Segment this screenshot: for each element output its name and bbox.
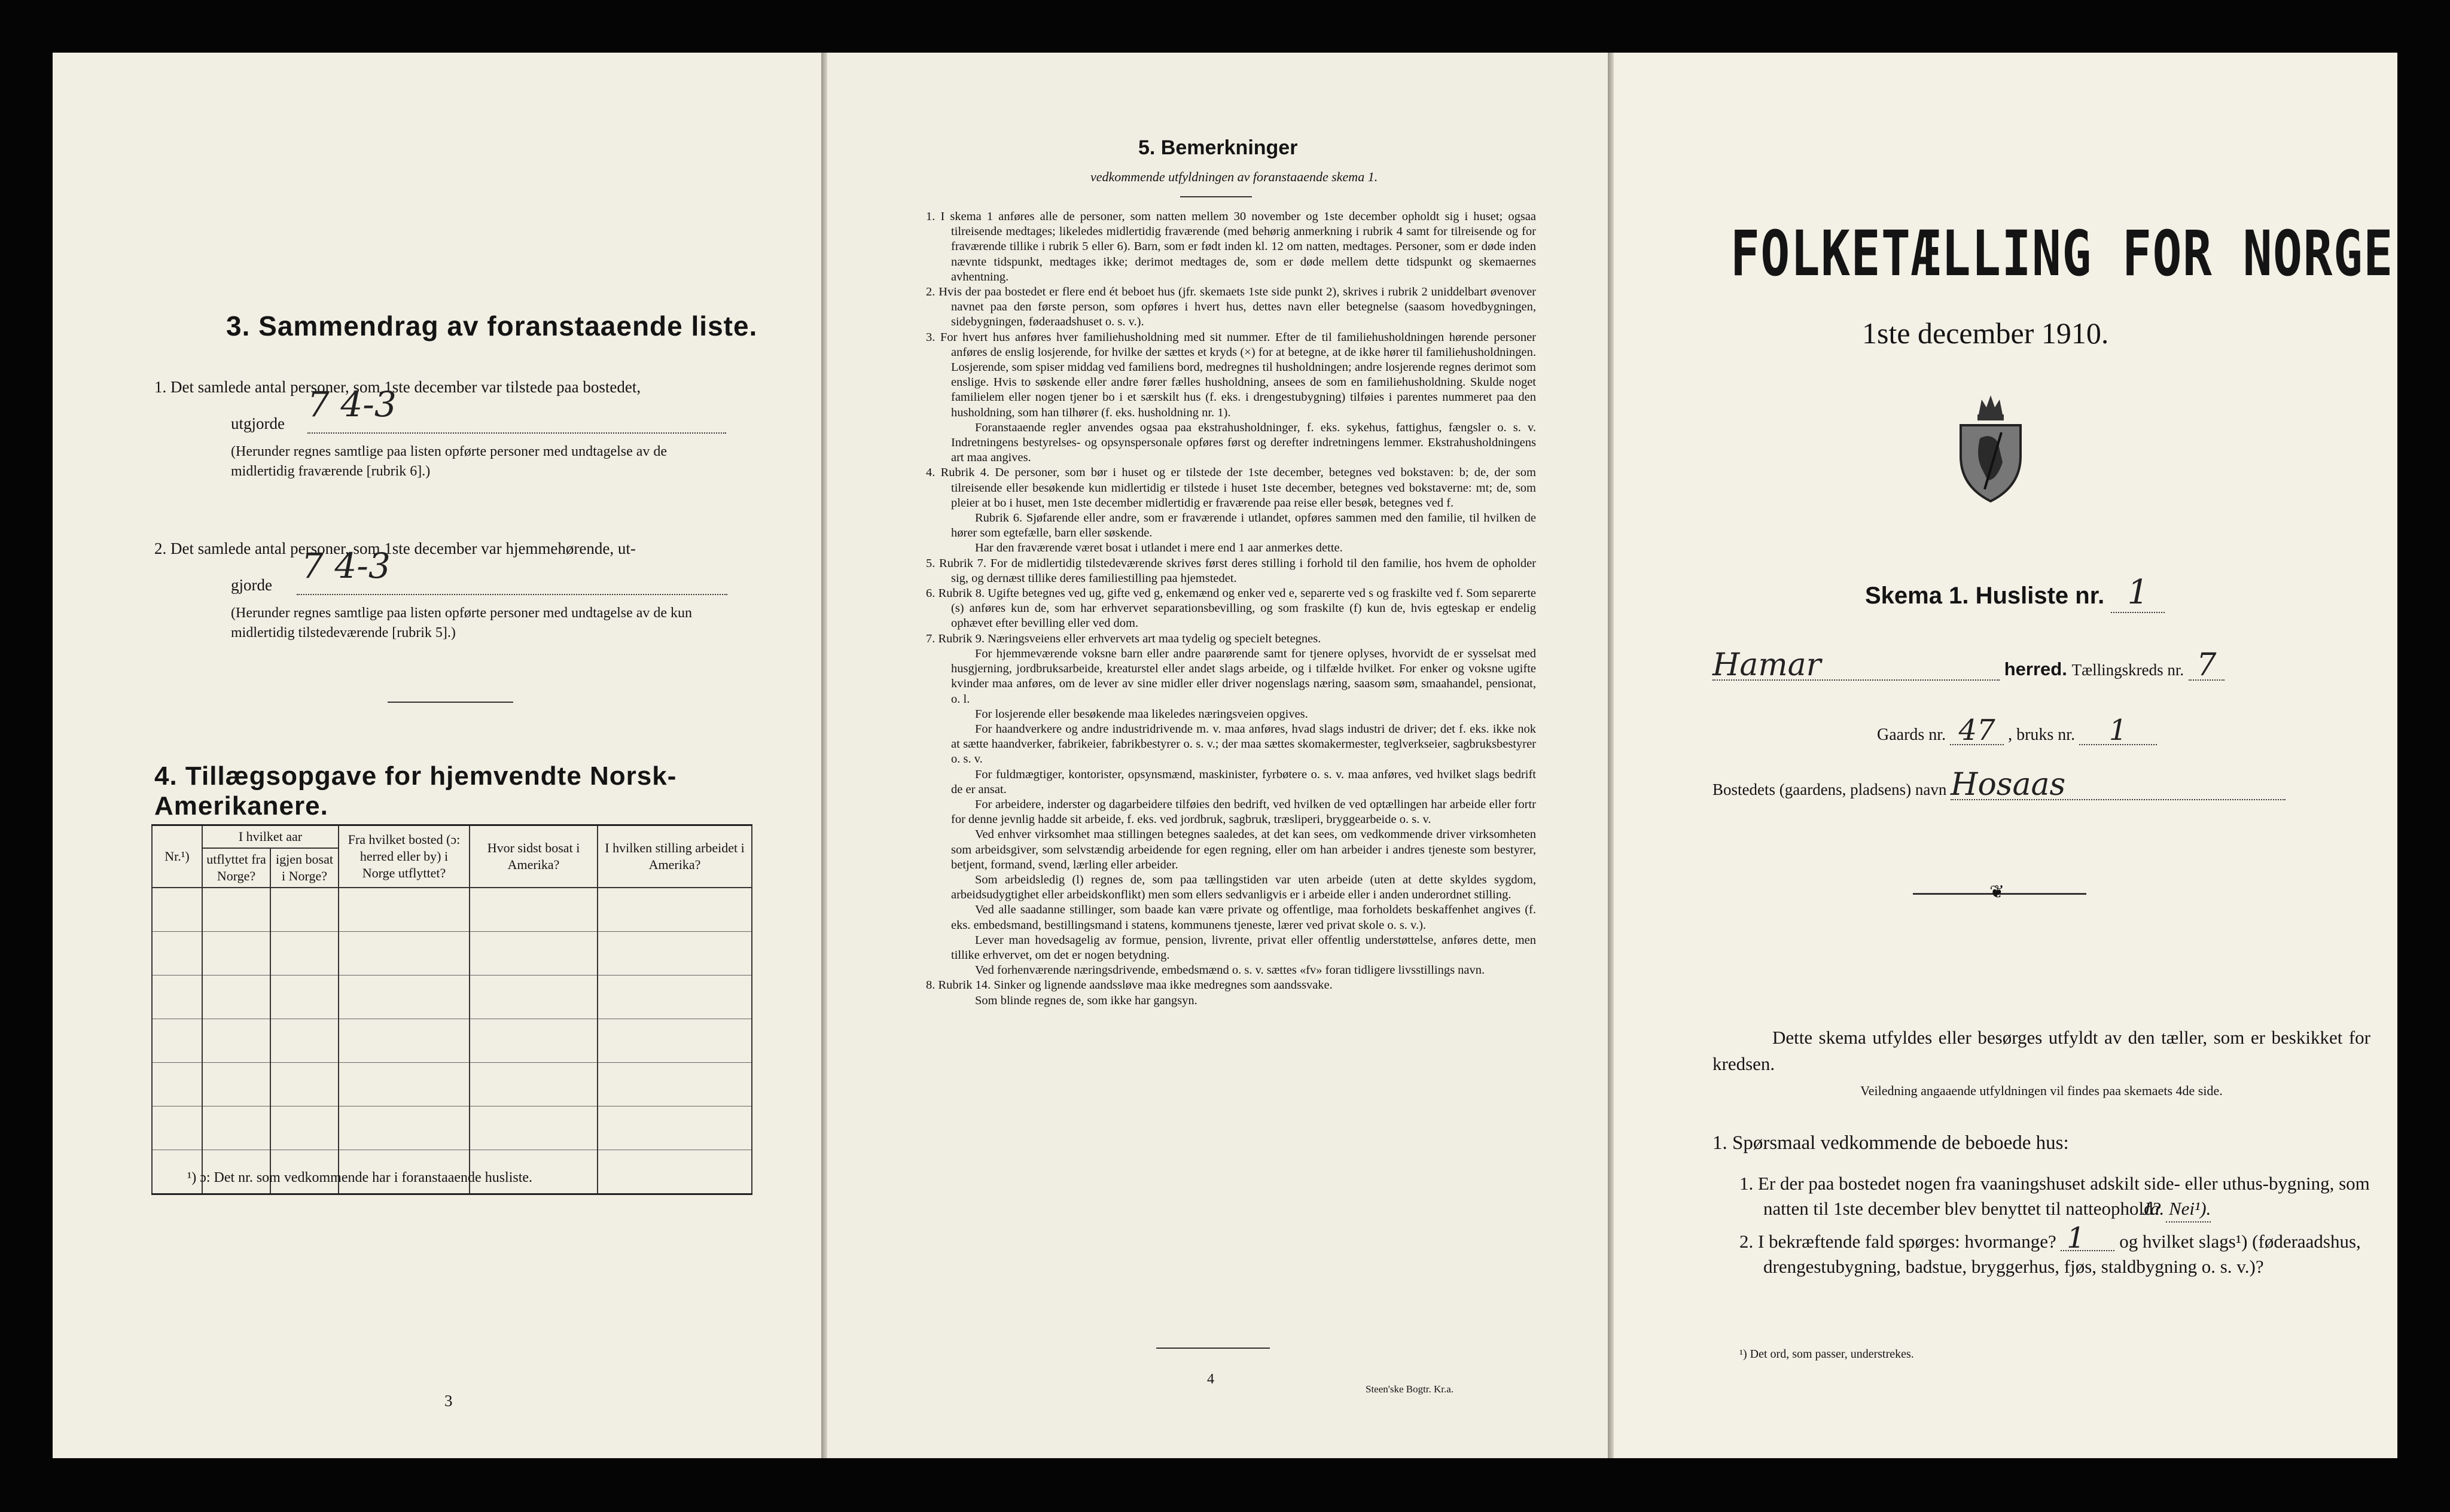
table-cell [598, 1106, 752, 1150]
skema-husliste [1865, 573, 2165, 613]
table-cell [470, 976, 598, 1019]
table-cell [598, 976, 752, 1019]
bemerkning-paragraph: 1. I skema 1 anføres alle de personer, som natten mellem 30 november og 1ste december opholdt sig i huset; ogsaa tilreisende medtages; likeledes midlertidig fraværende (med behørig anmerkning i rubrik 4 samt for tilreisende og for fraværende tillike i rubrik 5 eller 6). Barn, som er født inden kl. 12 om natten, medtages. Personer, som er døde inden nævnte tidspunkt, medtages ikke; derimot medtages de, som er døde mellem dette tidspunkt og skemaernes avhentning. [926, 210, 1536, 284]
bemerkninger-title: 5. Bemerkninger [1138, 136, 1298, 159]
section4-title: 4. Tillægsopgave for hjemvendte Norsk-Amerikanere. [154, 761, 677, 821]
bosted-label: Bostedets (gaardens, pladsens) navn [1712, 781, 1947, 798]
page-number-middle: 4 [1207, 1371, 1214, 1387]
item2-line [297, 594, 727, 595]
table-cell [202, 932, 270, 976]
table-cell [270, 1106, 339, 1150]
bosted-value: Hosaas [1951, 770, 2286, 800]
table-cell [339, 976, 470, 1019]
table-cell [339, 1063, 470, 1106]
page-right [1614, 53, 2397, 1458]
bemerkning-paragraph: 3. For hvert hus anføres hver familiehusholdning med sit nummer. Efter de til familiehusholdningen hørende personer anføres de enslig losjerende, for hvilke der sættes et kryds (×) for at betegne, at de ikke hører til familiehusholdningen. Losjerende, som spiser middag ved familiens bord, medregnes til husholdningen; andre losjerende regnes derimot som enslige. Hvis to søskende eller andre fører fælles husholdning, ansees de som en familiehusholdning. Skulde noget familielem eller nogen tjener bo i et særskilt hus (f. eks. i drengestubygning) tilføies i parentes nummeret paa den husholdning, som han tilhører (f. eks. husholdning nr. 1). [926, 330, 1536, 419]
norsk-amerikanere-table [151, 824, 752, 1195]
item2-lead: gjorde [231, 576, 272, 594]
page-fold [821, 53, 827, 1458]
husliste-number: 1 [2111, 573, 2165, 613]
questions [1739, 1171, 2379, 1279]
item1-note: (Herunder regnes samtlige paa listen opførte personer med undtagelse av de midlertidig fraværende [rubrik 6].) [231, 444, 668, 479]
table-cell [598, 1063, 752, 1106]
item2-handwritten: 7 4-3 [301, 545, 391, 586]
table-cell [152, 1106, 202, 1150]
bemerkninger-subtitle: vedkommende utfyldningen av foranstaaende skema 1. [1090, 169, 1378, 184]
gaards-label: Gaards nr. [1877, 725, 1946, 744]
divider [388, 702, 513, 703]
item2-note: (Herunder regnes samtlige paa listen opførte personer med undtagelse av de kun midlertidig tilstedeværende [rubrik 5].) [231, 605, 693, 641]
bemerkning-paragraph: Ved alle saadanne stillinger, som baade kan være private og offentlige, maa forholdets beskaffenhet angives (f. eks. embedsmand, bestillingsmand i statens, kommunens tjeneste, lærer ved privat skole o. s. v.). [951, 903, 1536, 932]
item1-line [307, 432, 726, 434]
table-cell [152, 932, 202, 976]
table-cell [270, 976, 339, 1019]
item1-text: 1. Det samlede antal personer, som 1ste december var tilstede paa bostedet, [154, 378, 641, 396]
kreds-label: Tællingskreds nr. [2071, 661, 2184, 679]
bemerkning-paragraph: Foranstaaende regler anvendes ogsaa paa ekstrahusholdninger, f. eks. sykehus, fattighus, fængsler o. s. v. Indretningens bestyrelses- og opsynspersonale opføres først og derefter indretningens lemmer. Ekstrahusholdningens art maa angives. [951, 420, 1536, 465]
page-fold-2 [1608, 53, 1614, 1458]
col-stilling: I hvilken stilling arbeidet i Amerika? [598, 825, 752, 888]
bemerkning-paragraph: For haandverkere og andre industridrivende m. v. maa anføres, hvad slags industri de driver; det f. eks. ikke nok at sætte haandverker, fabrikeier, fabrikbestyrer o. s. v.; der maa sættes skomakermester, teglverkseier, sagbruksbestyrer o. s. v. [951, 722, 1536, 766]
info-main: Dette skema utfyldes eller besørges utfyldt av den tæller, som er beskikket for kredsen. [1712, 1027, 2370, 1074]
table-cell [270, 1019, 339, 1063]
q1-text: 1. Er der paa bostedet nogen fra vaaningshuset adskilt side- eller uthus-bygning, som natten til 1ste december blev benyttet til natteophold? [1739, 1173, 2370, 1219]
right-footnote: ¹) Det ord, som passer, understrekes. [1739, 1348, 1914, 1361]
table-cell [202, 888, 270, 932]
herred-row [1712, 647, 2376, 684]
section4-footnote: ¹) ɔ: Det nr. som vedkommende har i foranstaaende husliste. [187, 1170, 533, 1185]
bemerkning-paragraph: Ved forhenværende næringsdrivende, embedsmænd o. s. v. sættes «fv» foran tidligere livsstillings navn. [975, 964, 1485, 977]
col-utflyttet: utflyttet fra Norge? [202, 848, 270, 888]
item1-handwritten: 7 4-3 [307, 384, 397, 425]
table-row [152, 1063, 752, 1106]
table-cell [152, 1063, 202, 1106]
bemerkning-paragraph: Som blinde regnes de, som ikke har gangsyn. [975, 993, 1197, 1007]
bemerkning-paragraph: For fuldmægtiger, kontorister, opsynsmænd, maskinister, fyrbøtere o. s. v. maa anføres, ved hvilket slags bedrift de er ansat. [951, 767, 1536, 796]
table-cell [598, 1019, 752, 1063]
q2-answer: 1 [2061, 1226, 2114, 1251]
question-2 [1739, 1221, 2379, 1279]
table-cell [270, 888, 339, 932]
herred-value: Hamar [1712, 651, 2000, 681]
skema-label: Skema 1. Husliste nr. [1865, 583, 2105, 609]
bemerkning-paragraph: Lever man hovedsagelig av formue, pension, livrente, privat eller offentlig understøttelse, anføres dette, men tillike erhvervet, om det er nogen betydning. [951, 933, 1536, 962]
bemerkning-paragraph: For hjemmeværende voksne barn eller andre paarørende samt for tjenere oplyses, hvorvidt de er sysselsat med husgjerning, jordbruksarbeide, kreaturstel eller andet slags arbeide, og i tilfælde hvilket. For enker og voksne ugifte kvinder maa anføres, om de lever av sine midler eller driver nogenslags næring, saasom søm, smaahandel, pensionat, o. l. [951, 647, 1536, 706]
gaards-row [1877, 714, 2157, 749]
bemerkning-paragraph: Ved enhver virksomhet maa stillingen betegnes saaledes, at det kan sees, om vedkommende driver virksomheten som arbeidsgiver, som selvstændig arbeidende for egen regning, eller om han arbeider i andres tjeneste som bestyrer, betjent, formand, svend, lærling eller arbeider. [951, 828, 1536, 871]
bemerkning-paragraph: 8. Rubrik 14. Sinker og lignende aandssløve maa ikke medregnes som aandssvake. [926, 978, 1333, 992]
gaards-value: 47 [1950, 717, 2004, 745]
table-row [152, 888, 752, 932]
census-date: 1ste december 1910. [1862, 316, 2109, 350]
subtitle-rule [1180, 196, 1252, 197]
bemerkning-paragraph: Som arbeidsledig (l) regnes de, som paa tællingstiden var uten arbeide (uten at dette skyldes sygdom, arbeidsudygtighet eller arbeidskonflikt) men som ellers sedvanligvis er i arbeide eller i anden underordnet stilling. [951, 873, 1536, 902]
q2-text: 2. I bekræftende fald spørges: hvormange? [1739, 1231, 2056, 1252]
item1-lead: utgjorde [231, 414, 285, 432]
item2-text: 2. Det samlede antal personer, som 1ste december var hjemmehørende, ut- [154, 539, 636, 557]
table-cell [202, 1019, 270, 1063]
info-text [1712, 1025, 2370, 1101]
main-title: FOLKETÆLLING FOR NORGE [1730, 217, 2394, 290]
table-cell [598, 888, 752, 932]
table-cell [339, 1019, 470, 1063]
table-row [152, 932, 752, 976]
table-cell [152, 1019, 202, 1063]
ornament-icon: ❦ [1989, 882, 2005, 902]
bemerkning-paragraph: 4. Rubrik 4. De personer, som bør i huset og er tilstede der 1ste december, betegnes ved bokstaven: b; de, der som tilreisende eller besøkende kun midlertidig er tilstede i huset 1ste december, betegnes ved bokstaverne: mt; de, som pleier at bo i huset, men 1ste december midlertidig er fraværende paa reise eller besøk, betegnes ved f. [926, 466, 1536, 510]
question-heading: 1. Spørsmaal vedkommende de beboede hus: [1712, 1132, 2069, 1154]
end-rule [1156, 1348, 1270, 1349]
bemerkning-paragraph: 5. Rubrik 7. For de midlertidig tilstedeværende skrives først deres stilling i forhold til den familie, hos hvem de opholder sig, og dernæst tillike deres familiestilling paa hjemstedet. [926, 556, 1536, 585]
table-row [152, 976, 752, 1019]
printer-mark: Steen'ske Bogtr. Kr.a. [1366, 1383, 1454, 1395]
bosted-row [1712, 767, 2286, 804]
table-cell [470, 888, 598, 932]
bruks-label: , bruks nr. [2008, 725, 2076, 744]
bemerkning-paragraph: 2. Hvis der paa bostedet er flere end ét beboet hus (jfr. skemaets 1ste side punkt 2), skrives i rubrik 2 uniddelbart øvenover navnet paa den første person, som opføres i hvert hus, dettes navn eller betegnelse (saasom hovedbygningen, sidebygningen, føderaadshuset o. s. v.). [926, 285, 1536, 329]
table-row [152, 1019, 752, 1063]
table-cell [202, 976, 270, 1019]
coat-of-arms-icon [1955, 391, 2027, 504]
bemerkninger-text [926, 209, 1536, 1008]
table-cell [470, 932, 598, 976]
table-cell [202, 1106, 270, 1150]
table-cell [202, 1063, 270, 1106]
bemerkning-paragraph: Har den fraværende været bosat i utlandet i mere end 1 aar anmerkes dette. [975, 541, 1343, 555]
table-cell [470, 1063, 598, 1106]
bruks-value: 1 [2079, 717, 2157, 745]
page-middle [827, 53, 1608, 1458]
table-cell [152, 976, 202, 1019]
col-sidst-bosat: Hvor sidst bosat i Amerika? [470, 825, 598, 888]
table-cell [339, 1106, 470, 1150]
table-cell [339, 932, 470, 976]
bemerkning-paragraph: Rubrik 6. Sjøfarende eller andre, som er fraværende i utlandet, opføres sammen med den familie, til hvilken de hører som egtefælle, barn eller søskende. [951, 511, 1536, 540]
herred-label: herred. [2004, 659, 2067, 679]
table-cell [470, 1019, 598, 1063]
table-cell [270, 932, 339, 976]
bemerkning-paragraph: 7. Rubrik 9. Næringsveiens eller erhvervets art maa tydelig og specielt betegnes. [926, 632, 1321, 645]
bemerkning-paragraph: For arbeidere, inderster og dagarbeidere tilføies den bedrift, ved hvilken de ved optællingen har arbeide eller fortr for denne jevnlig hadde sit arbeide, f. eks. ved jordbruk, sagbruk, træsliperi, bryggearbeide o. s. v. [951, 797, 1536, 827]
info-small: Veiledning angaaende utfyldningen vil findes paa skemaets 4de side. [1860, 1083, 2223, 1098]
page-left [53, 53, 821, 1458]
table-cell [339, 888, 470, 932]
bemerkning-paragraph: For losjerende eller besøkende maa likeledes næringsveien opgives. [975, 707, 1308, 721]
col-igjen-bosat: igjen bosat i Norge? [270, 848, 339, 888]
question-1 [1739, 1171, 2379, 1223]
section3-title: 3. Sammendrag av foranstaaende liste. [226, 310, 758, 342]
q2-rest: og hvilket slags¹) (føderaadshus, drengestubygning, badstue, bryggerhus, fjøs, staldbygning o. s. v.)? [1763, 1231, 2361, 1277]
table-cell [152, 888, 202, 932]
section3-item1 [154, 376, 752, 481]
col-group-aar: I hvilket aar [202, 825, 339, 849]
section3-item2 [154, 537, 752, 643]
bemerkning-paragraph: 6. Rubrik 8. Ugifte betegnes ved ug, gifte ved g, enkemænd og enker ved e, separerte ved s og fraskilte ved f. Som separerte (s) anføres kun de, som har erhvervet separationsbevilling, og som fraskilte (f) kun de, hvis egteskap er endelig ophævet efter bevilling eller ved dom. [926, 587, 1536, 630]
table-cell [470, 1106, 598, 1150]
kreds-value: 7 [2189, 651, 2224, 681]
table-row [152, 1106, 752, 1150]
col-nr: Nr.¹) [152, 825, 202, 888]
page-number-left: 3 [444, 1392, 453, 1410]
table-cell [598, 1150, 752, 1194]
q1-answer: Ja. Nei¹). [2166, 1196, 2211, 1223]
col-fra-bosted: Fra hvilket bosted (ɔ: herred eller by) i Norge utflyttet? [339, 825, 470, 888]
table-cell [270, 1063, 339, 1106]
table-cell [598, 932, 752, 976]
table-body [152, 888, 752, 1194]
